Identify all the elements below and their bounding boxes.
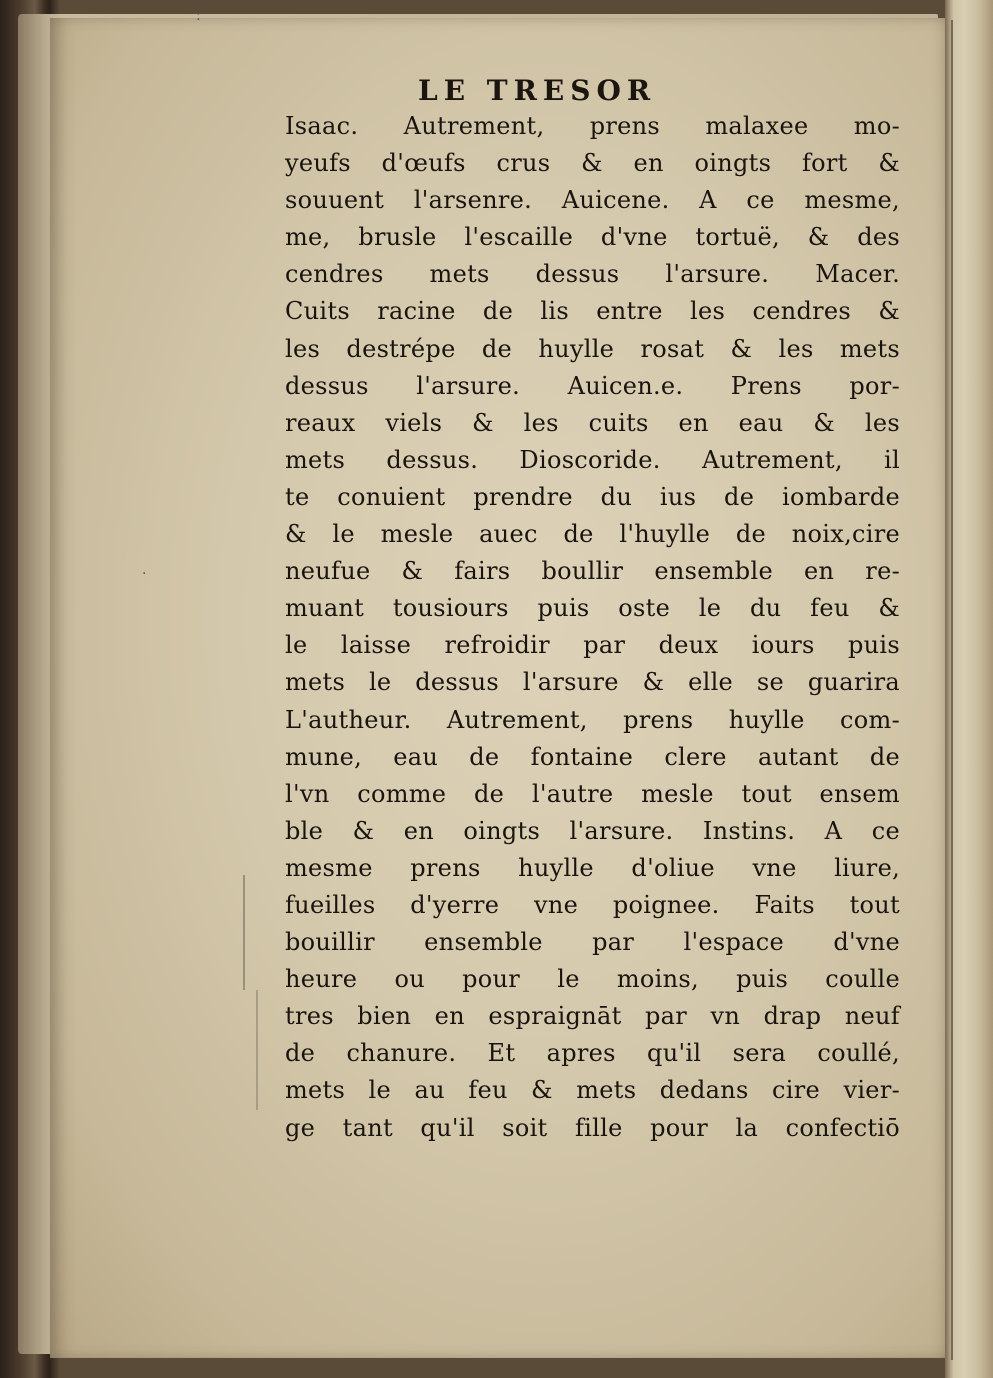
- text-line: l'vn comme de l'autre mesle tout ensem: [285, 779, 900, 808]
- text-line: les destrépe de huylle rosat & les mets: [285, 334, 900, 363]
- text-line: muant tousiours puis oste le du feu &: [285, 594, 900, 623]
- text-line: mets dessus. Dioscoride. Autrement, il: [285, 445, 900, 474]
- text-line: heure ou pour le moins, puis coulle: [285, 965, 900, 994]
- text-line: de chanure. Et apres qu'il sera coullé,: [285, 1039, 900, 1068]
- text-line: mets le dessus l'arsure & elle se guarira: [285, 668, 900, 697]
- text-line: fueilles d'yerre vne poignee. Faits tout: [285, 890, 900, 919]
- page-text: [285, 108, 900, 1147]
- corner-mark: :: [196, 8, 201, 24]
- text-line: cendres mets dessus l'arsure. Macer.: [285, 260, 900, 289]
- text-line: mune, eau de fontaine clere autant de: [285, 742, 900, 771]
- text-line: mesme prens huylle d'oliue vne liure,: [285, 853, 900, 882]
- text-line: te conuient prendre du ius de iombarde: [285, 482, 900, 511]
- gutter-line: [951, 20, 953, 1360]
- text-line: Isaac. Autrement, prens malaxee mo-: [285, 112, 900, 140]
- text-line: reaux viels & les cuits en eau & les: [285, 408, 900, 437]
- text-line: dessus l'arsure. Auicen.e. Prens por-: [285, 371, 900, 400]
- text-line: tres bien en espraignāt par vn drap neuf: [285, 1002, 900, 1031]
- text-line: ble & en oingts l'arsure. Instins. A ce: [285, 816, 900, 845]
- text-line: yeufs d'œufs crus & en oingts fort &: [285, 149, 900, 178]
- margin-pencil-line: [243, 875, 245, 990]
- text-line: me, brusle l'escaille d'vne tortuë, & des: [285, 223, 900, 252]
- margin-pencil-line-lower: [256, 990, 258, 1110]
- text-line: bouillir ensemble par l'espace d'vne: [285, 928, 900, 957]
- facing-page-edge: [945, 0, 993, 1378]
- text-line: le laisse refroidir par deux iours puis: [285, 631, 900, 660]
- page-header: LE TRESOR: [418, 74, 657, 107]
- text-line: L'autheur. Autrement, prens huylle com-: [285, 705, 900, 734]
- text-line: Cuits racine de lis entre les cendres &: [285, 297, 900, 326]
- margin-dot: ·: [142, 566, 147, 582]
- text-line: & le mesle auec de l'huylle de noix,cire: [285, 520, 900, 549]
- text-line: ge tant qu'il soit fille pour la confectiō: [285, 1113, 900, 1142]
- text-line: souuent l'arsenre. Auicene. A ce mesme,: [285, 186, 900, 215]
- text-line: neufue & fairs boullir ensemble en re-: [285, 557, 900, 586]
- text-line: mets le au feu & mets dedans cire vier-: [285, 1076, 900, 1105]
